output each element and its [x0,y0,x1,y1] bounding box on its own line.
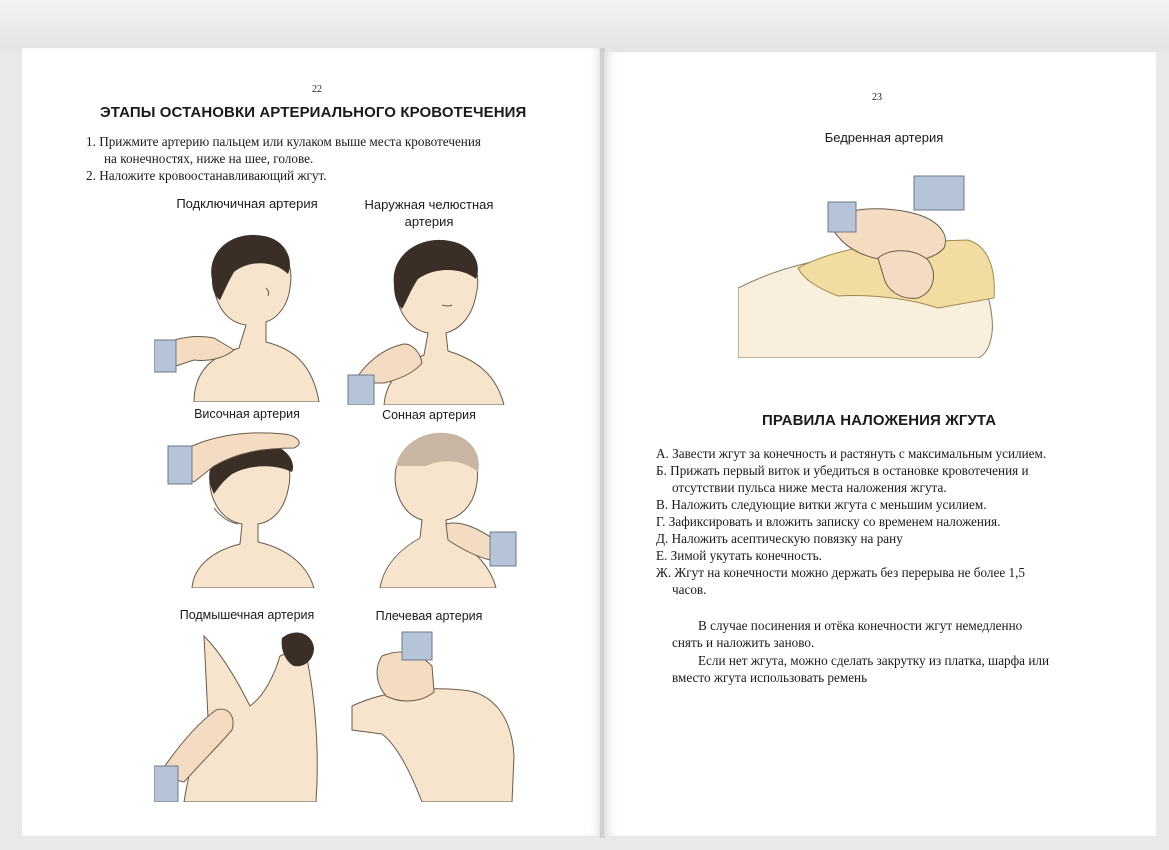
label-brachial: Плечевая артерия [375,609,483,623]
note-2: Если нет жгута, можно сделать закрутку из платка, шарфа или [698,653,1050,668]
label-temporal: Височная артерия [194,407,300,421]
rule-zh: Ж. Жгут на конечности можно держать без перерыва не более 1,5 [656,565,1025,580]
rule-b-cont: отсутствии пульса ниже места наложения жгута. [672,480,947,495]
rules-title: ПРАВИЛА НАЛОЖЕНИЯ ЖГУТА [762,412,997,429]
scan-background [0,0,1169,52]
rule-g: Г. Зафиксировать и вложить записку со временем наложения. [656,514,1001,529]
femoral-artery-illustration [738,168,1000,358]
left-page [22,48,602,836]
rule-a: А. Завести жгут за конечность и растянуть с максимальным усилием. [656,446,1047,461]
label-carotid: Сонная артерия [382,408,476,422]
rule-b: Б. Прижать первый виток и убедиться в остановке кровотечения и [656,463,1029,478]
page-number: 22 [312,84,322,95]
label-subclavian: Подключичная артерия [176,196,318,211]
facial-artery-illustration [344,233,524,405]
right-page [604,52,1156,836]
label-facial-2: артерия [404,214,454,229]
note-1-cont: снять и наложить заново. [672,635,815,650]
brachial-artery-illustration [342,626,522,802]
page-number: 23 [872,92,882,103]
page-title: ЭТАПЫ ОСТАНОВКИ АРТЕРИАЛЬНОГО КРОВОТЕЧЕНИЯ [100,104,527,121]
step-1-cont: на конечностях, ниже на шее, голове. [104,151,314,166]
subclavian-artery-illustration [154,230,334,402]
note-2-cont: вместо жгута использовать ремень [672,670,868,685]
label-axillary: Подмышечная артерия [179,608,315,622]
carotid-artery-illustration [350,428,520,588]
rule-v: В. Наложить следующие витки жгута с меньшим усилием. [656,497,987,512]
rule-zh-cont: часов. [672,582,707,597]
step-1: 1. Прижмите артерию пальцем или кулаком выше места кровотечения [86,134,481,149]
axillary-artery-illustration [154,626,334,802]
note-1: В случае посинения и отёка конечности жгут немедленно [698,618,1023,633]
label-facial-1: Наружная челюстная [364,197,494,212]
temporal-artery-illustration [154,426,334,588]
rule-d: Д. Наложить асептическую повязку на рану [656,531,903,546]
label-femoral: Бедренная артерия [824,130,944,145]
step-2: 2. Наложите кровоостанавливающий жгут. [86,168,327,183]
rule-e: Е. Зимой укутать конечность. [656,548,822,563]
